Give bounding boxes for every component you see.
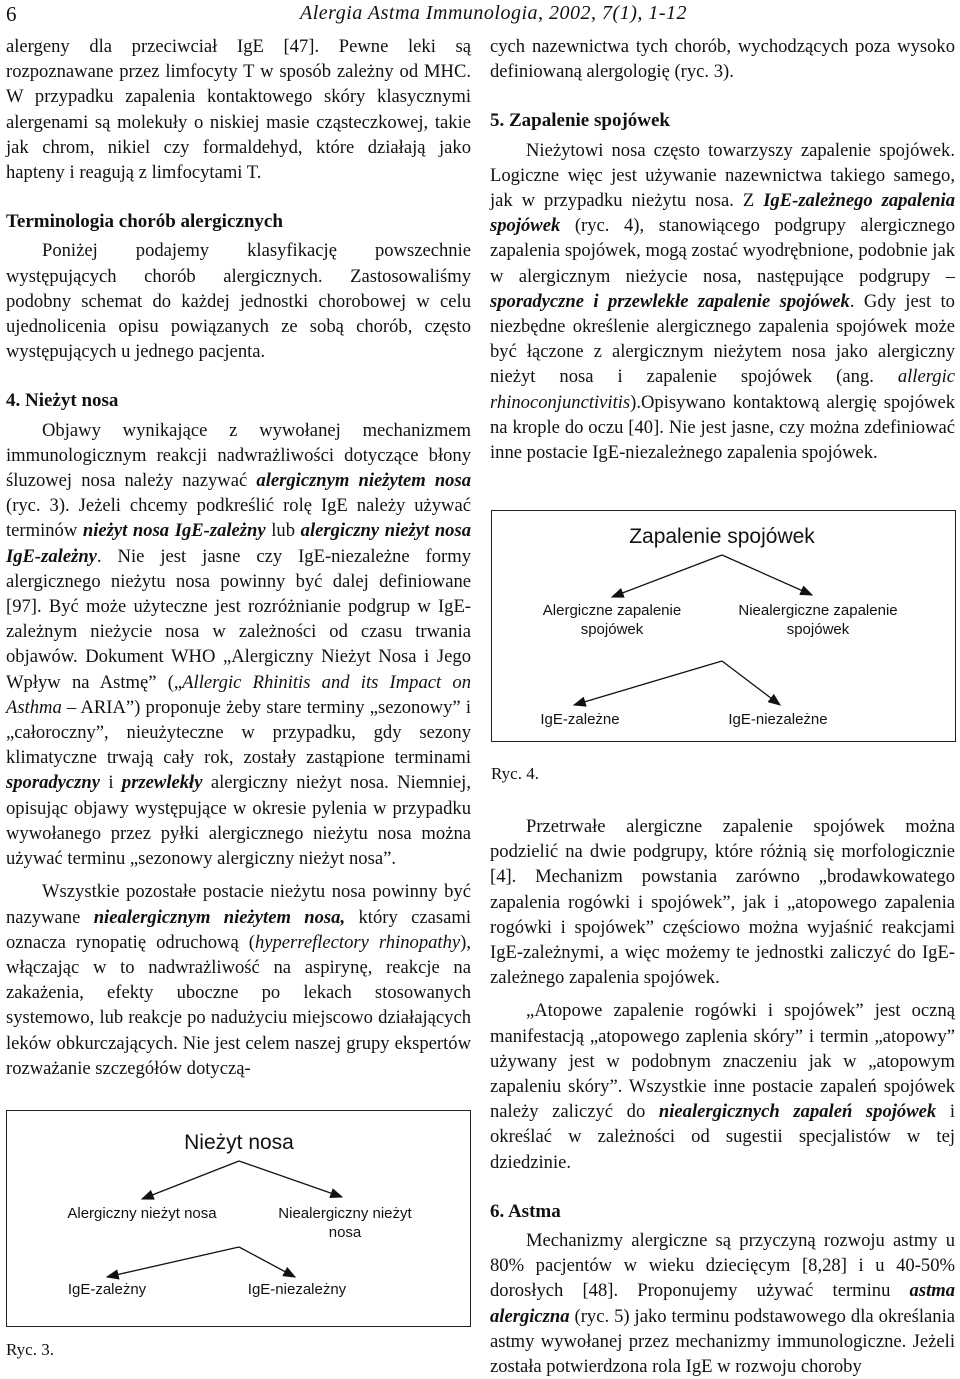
paragraph-conjunctivitis: Nieżytowi nosa często towarzyszy zapalenie spojówek. Logiczne więc jest używanie nazewnictwa takiego samego, jak w przypadku nieżytu nosa. Z IgE-zależnego zapalenia spojówek (ryc. 4), stanowiącego podgrupy alergicznego zapalenia spojówek, mogą zostać wyodrębnione, podobnie jak w alergicznym nieżycie nosa, następujące podgrupy – sporadyczne i przewlekłe zapalenie spojówek. Gdy jest to niezbędne określenie alergicznego zapalenia spojówek może być łączone z alergicznym nieżytem nosa jako alergiczny nieżyt nosa i zapalenie spojówek (ang. allergic rhinoconjunctivitis).Opisywano kontaktową alergię spojówek na krople do oczu [40]. Nie jest jasne, czy można zdefiniować inne postacie IgE-niezależnego zapalenia spojówek.: [490, 139, 955, 464]
diagram-root-label: Zapalenie spojówek: [629, 525, 815, 548]
right-column-top: [490, 34, 955, 465]
section-heading-rhinitis: 4. Nieżyt nosa: [6, 390, 119, 412]
diagram-arrow: [722, 661, 780, 705]
diagram-root-label: Nieżyt nosa: [184, 1131, 294, 1154]
diagram-node-allergic: Alergiczny nieżyt nosa: [67, 1205, 217, 1222]
figure-caption: Ryc. 3.: [6, 1340, 54, 1359]
section-heading-terminology: Terminologia chorób alergicznych: [6, 211, 283, 233]
diagram-arrow: [239, 1247, 295, 1277]
paragraph: Przetrwałe alergiczne zapalenie spojówek można podzielić na dwie podgrupy, które różnią się morfologicznie [4]. Mechanizm powstania zarówno „brodawkowatego zapalenia rogówki i spojówek”, jak i „atopowego zapalenia rogówki i spojówek” częściowo można wyjaśnić reakcjami IgE-zależnymi, a więc możemy te jednostki zaliczyć do IgE-zależnego zapalenia spojówek.: [490, 816, 955, 989]
diagram-arrow: [722, 555, 812, 595]
figure-rhinitis-diagram: [6, 1110, 471, 1327]
paragraph-nonallergic: Wszystkie pozostałe postacie nieżytu nosa powinny być nazywane niealergicznym nieżytem nosa, który czasami oznacza rynopatię odruchową (hyperreflectory rhinopathy), włączając w to nadwrażliwość na aspirynę, reakcje na zakażenia, efekty uboczne po lekach stosowanych systemowo, lub reakcje po nadużyciu miejscowo działających leków obkurczających. Nie jest celem naszej grupy ekspertów rozważanie szczegółów dotyczą-: [6, 881, 471, 1079]
left-column: [6, 34, 471, 1081]
diagram-node-ige-independent: IgE-niezależny: [247, 1281, 347, 1298]
diagram-node-ige-dependent: IgE-zależne: [540, 711, 620, 728]
page-header: [0, 0, 960, 30]
diagram-node-nonallergic: Niealergiczne zapalenie: [738, 602, 898, 619]
section-heading-asthma: 6. Astma: [490, 1200, 561, 1222]
diagram-node-nonallergic-line2: nosa: [328, 1224, 362, 1241]
diagram-node-ige-independent: IgE-niezależne: [728, 711, 828, 728]
diagram-arrow: [107, 1247, 239, 1277]
right-column-bottom: [490, 814, 955, 1379]
paragraph: cych nazewnictwa tych chorób, wychodzących poza wysoko definiowaną alergologię (ryc. 3).: [490, 36, 955, 83]
diagram-arrow: [612, 555, 722, 597]
figure-caption: Ryc. 4.: [491, 764, 539, 783]
diagram-node-nonallergic-line2: spojówek: [786, 621, 850, 638]
figure-conjunctivitis-diagram: [491, 510, 956, 742]
paragraph-rhinitis: Objawy wynikające z wywołanej mechanizmem immunologicznym reakcji nadwrażliwości dotyczące błony śluzowej nosa należy nazywać alergicznym nieżytem nosa (ryc. 3). Jeżeli chcemy podkreślić rolę IgE należy używać terminów nieżyt nosa IgE-zależny lub alergiczny nieżyt nosa IgE-zależny. Nie jest jasne czy IgE-niezależne formy alergicznego nieżytu nosa powinny być dalej definiowane [97]. Być może użyteczne jest rozróżnianie podgrup w IgE-zależnym nieżycie nosa w zależności od czasu trwania objawów. Dokument WHO „Alergiczny Nieżyt Nosa i Jego Wpływ na Astmę” („Allergic Rhinitis and its Impact on Asthma – ARIA”) proponuje żeby stare terminy „sezonowy” i „całoroczny”, nieużyteczne w przypadku, gdy sezony klimatyczne trwają cały rok, zostały zastąpione terminami sporadyczny i przewlekły alergiczny nieżyt nosa. Niemniej, opisując objawy występujące w okresie pylenia w przypadku wywołanego przez pyłki alergicznego nieżytu nosa można używać terminu „sezonowy alergiczny nieżyt nosa”.: [6, 419, 472, 870]
paragraph-atopic: „Atopowe zapalenie rogówki i spojówek” jest oczną manifestacją „atopowego zaplenia skóry” i termin „atopowy” używany jest w podobnym znaczeniu jak w „atopowym zapaleniu skóry”. Wszystkie inne postacie zapaleń spojówek należy zaliczyć do niealergicznych zapaleń spojówek i określać w zależności od sugestii specjalistów w tej dziedzinie.: [490, 1000, 955, 1173]
page-number: 6: [6, 2, 17, 26]
diagram-node-ige-dependent: IgE-zależny: [67, 1281, 147, 1298]
diagram-arrow: [239, 1161, 342, 1197]
paragraph: Poniżej podajemy klasyfikację powszechnie występujących chorób alergicznych. Zastosowaliśmy podobny schemat do każdej jednostki chorobowej w celu ujednolicenia opisu powiązanych ze sobą chorób, często występujących u jednego pacjenta.: [6, 240, 471, 363]
diagram-node-allergic: Alergiczne zapalenie: [542, 602, 682, 619]
diagram-node-allergic-line2: spojówek: [580, 621, 644, 638]
journal-title: Alergia Astma Immunologia, 2002, 7(1), 1-12: [300, 2, 688, 24]
diagram-arrow: [142, 1161, 239, 1199]
section-heading-conjunctivitis: 5. Zapalenie spojówek: [490, 110, 670, 132]
diagram-arrow: [574, 661, 722, 705]
diagram-node-nonallergic: Niealergiczny nieżyt: [278, 1205, 412, 1222]
paragraph: alergeny dla przeciwciał IgE [47]. Pewne leki są rozpoznawane przez limfocyty T w sposób zależny od MHC. W przypadku zapalenia kontaktowego skóry klasycznymi alergenami są molekuły o niskiej masie cząsteczkowej, takie jak chrom, nikiel czy formaldehyd, które działają jako hapteny i reagują z limfocytami T.: [6, 36, 471, 184]
paragraph-asthma: Mechanizmy alergiczne są przyczyną rozwoju astmy u 80% pacjentów w wieku dziecięcym [8,28] i u 40-50% dorosłych [48]. Proponujemy używać terminu astma alergiczna (ryc. 5) jako terminu podstawowego dla określania astmy wywołanej przez mechanizmy immunologiczne. Jeżeli została potwierdzona rola IgE w rozwoju choroby: [490, 1230, 955, 1378]
